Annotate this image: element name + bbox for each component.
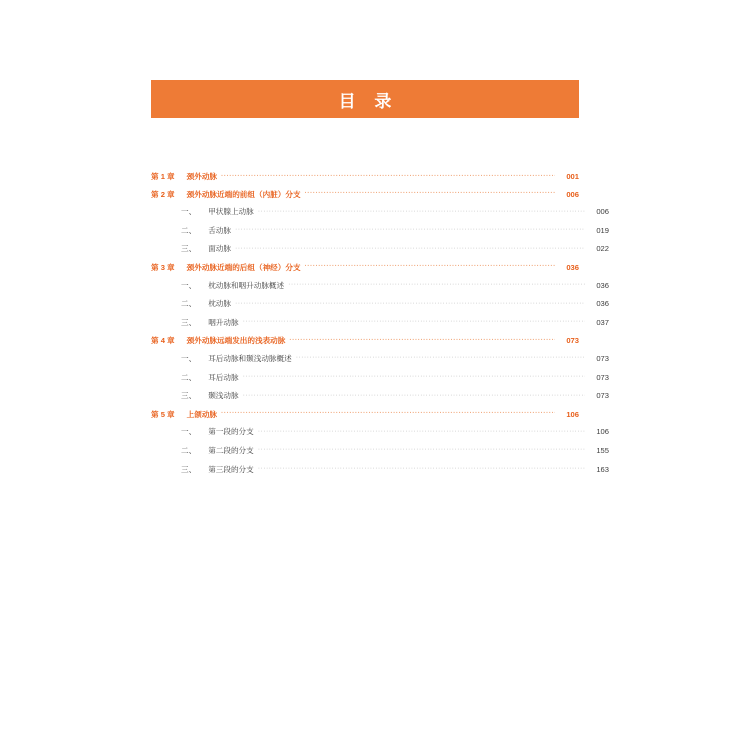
toc-section-entry[interactable] xyxy=(151,428,609,436)
toc-entry-label: 耳后动脉和颞浅动脉概述 xyxy=(208,353,292,363)
toc-section-entry[interactable] xyxy=(151,319,609,327)
toc-section-entry[interactable] xyxy=(151,466,609,474)
toc-entry-label: 第一段的分支 xyxy=(208,427,254,437)
toc-chapter-entry[interactable] xyxy=(151,173,579,181)
toc-entry-label: 舌动脉 xyxy=(208,225,231,235)
toc-dot-leader xyxy=(296,354,585,361)
toc-entry-page-number: 073 xyxy=(596,353,609,363)
toc-dot-leader xyxy=(289,337,555,344)
toc-dot-leader xyxy=(305,190,555,197)
toc-dot-leader xyxy=(235,300,585,307)
toc-entry-page-number: 155 xyxy=(596,445,609,455)
toc-dot-leader xyxy=(221,410,555,417)
toc-entry-number: 二、 xyxy=(181,445,197,455)
toc-section-entry[interactable] xyxy=(151,447,609,455)
toc-chapter-entry[interactable] xyxy=(151,191,579,199)
toc-chapter-entry[interactable] xyxy=(151,337,579,345)
page-title: 目 录 xyxy=(338,91,399,111)
toc-dot-leader xyxy=(235,245,585,252)
toc-entry-number: 三、 xyxy=(181,317,197,327)
toc-dot-leader xyxy=(258,465,585,472)
toc-list xyxy=(151,170,609,484)
toc-entry-label: 颈外动脉远端发出的浅表动脉 xyxy=(186,336,286,346)
toc-entry-page-number: 163 xyxy=(596,464,609,474)
toc-entry-number: 二、 xyxy=(181,225,197,235)
toc-entry-page-number: 073 xyxy=(566,336,579,346)
toc-entry-number: 一、 xyxy=(181,280,197,290)
toc-section-entry[interactable] xyxy=(151,208,609,216)
toc-section-entry[interactable] xyxy=(151,374,609,382)
toc-dot-leader xyxy=(243,392,585,399)
toc-dot-leader xyxy=(258,208,585,215)
toc-entry-label: 面动脉 xyxy=(208,244,231,254)
toc-section-entry[interactable] xyxy=(151,245,609,253)
toc-dot-leader xyxy=(235,226,585,233)
toc-entry-number: 三、 xyxy=(181,464,197,474)
toc-entry-number: 三、 xyxy=(181,391,197,401)
toc-entry-number: 第 3 章 xyxy=(151,262,175,272)
toc-entry-page-number: 022 xyxy=(596,244,609,254)
toc-section-entry[interactable] xyxy=(151,300,609,308)
toc-entry-page-number: 006 xyxy=(596,207,609,217)
toc-entry-number: 一、 xyxy=(181,353,197,363)
toc-dot-leader xyxy=(243,318,585,325)
toc-entry-label: 第二段的分支 xyxy=(208,445,254,455)
toc-dot-leader xyxy=(243,373,585,380)
toc-entry-page-number: 006 xyxy=(566,189,579,199)
toc-entry-number: 第 1 章 xyxy=(151,172,175,181)
toc-entry-number: 二、 xyxy=(181,372,197,382)
toc-entry-page-number: 073 xyxy=(596,372,609,382)
toc-entry-page-number: 036 xyxy=(596,280,609,290)
toc-entry-page-number: 036 xyxy=(566,262,579,272)
toc-section-entry[interactable] xyxy=(151,282,609,290)
toc-dot-leader xyxy=(258,428,585,435)
toc-entry-page-number: 036 xyxy=(596,299,609,309)
toc-entry-number: 一、 xyxy=(181,427,197,437)
toc-entry-label: 颈外动脉近端的前组（内脏）分支 xyxy=(186,189,301,199)
toc-entry-page-number: 037 xyxy=(596,317,609,327)
toc-dot-leader xyxy=(305,263,555,270)
toc-entry-number: 第 4 章 xyxy=(151,336,175,346)
toc-entry-label: 颈外动脉近端的后组（神经）分支 xyxy=(186,262,301,272)
toc-dot-leader xyxy=(288,281,585,288)
toc-entry-page-number: 001 xyxy=(566,172,579,181)
toc-entry-page-number: 073 xyxy=(596,391,609,401)
toc-entry-number: 二、 xyxy=(181,299,197,309)
toc-entry-label: 颞浅动脉 xyxy=(208,391,239,401)
toc-chapter-entry[interactable] xyxy=(151,264,579,272)
toc-section-entry[interactable] xyxy=(151,392,609,400)
toc-dot-leader xyxy=(221,173,555,180)
toc-entry-label: 耳后动脉 xyxy=(208,372,239,382)
toc-chapter-entry[interactable] xyxy=(151,411,579,419)
toc-entry-label: 咽升动脉 xyxy=(208,317,239,327)
toc-entry-page-number: 106 xyxy=(566,409,579,419)
toc-dot-leader xyxy=(258,446,585,453)
toc-entry-number: 三、 xyxy=(181,244,197,254)
toc-entry-number: 第 2 章 xyxy=(151,189,175,199)
toc-entry-number: 第 5 章 xyxy=(151,409,175,419)
toc-entry-label: 枕动脉和咽升动脉概述 xyxy=(208,280,285,290)
toc-header-banner xyxy=(151,80,579,118)
toc-entry-label: 上颌动脉 xyxy=(186,409,218,419)
toc-section-entry[interactable] xyxy=(151,227,609,235)
toc-entry-label: 第三段的分支 xyxy=(208,464,254,474)
toc-entry-label: 颈外动脉 xyxy=(186,172,218,181)
toc-entry-page-number: 106 xyxy=(596,427,609,437)
toc-entry-number: 一、 xyxy=(181,207,197,217)
toc-entry-label: 枕动脉 xyxy=(208,299,231,309)
toc-section-entry[interactable] xyxy=(151,355,609,363)
toc-entry-label: 甲状腺上动脉 xyxy=(208,207,254,217)
toc-entry-page-number: 019 xyxy=(596,225,609,235)
